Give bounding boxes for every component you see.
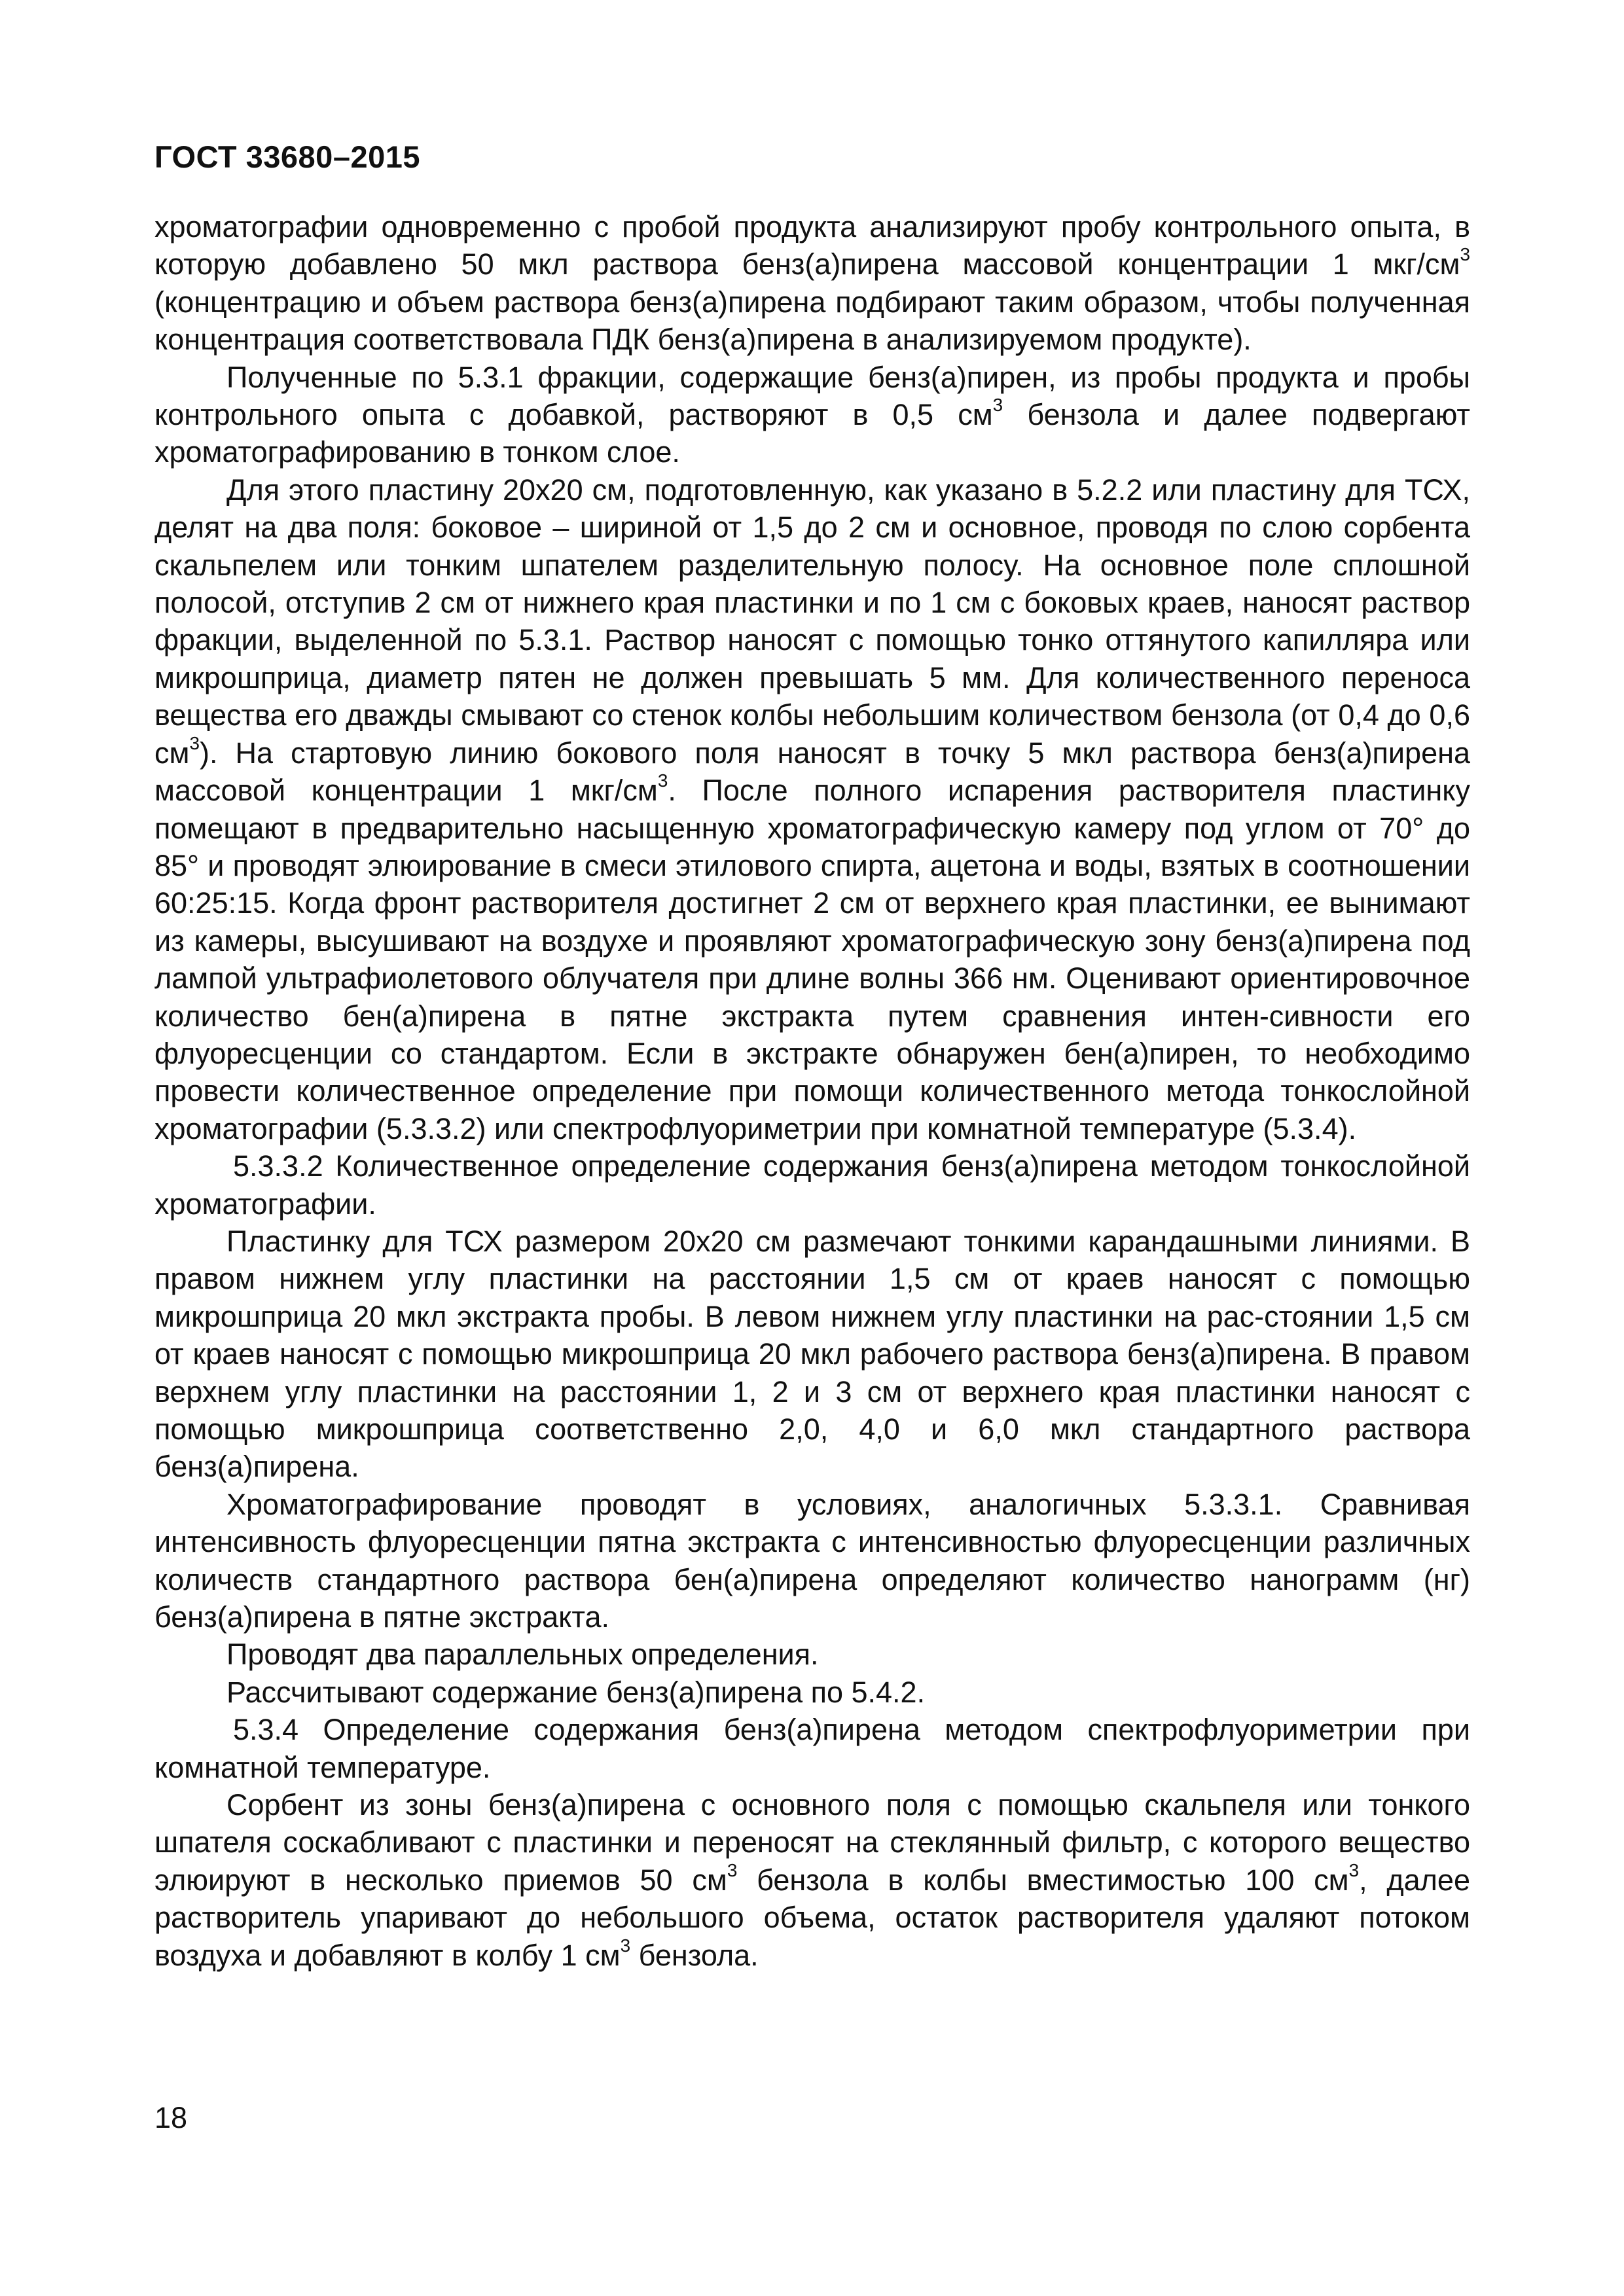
paragraph-p2 [154, 359, 1470, 471]
superscript: 3 [657, 770, 668, 791]
paragraph-p1 [154, 208, 1470, 359]
superscript: 3 [727, 1859, 738, 1880]
text-run: бензола в колбы вместимостью 100 см [737, 1863, 1349, 1897]
paragraph-p3 [154, 471, 1470, 1147]
text-run: Хроматографирование проводят в условиях, аналогичных 5.3.3.1. Сравнивая интенсивность флуоресценции пятна экстракта с интенсивностью флуоресценции различных количеств стандартного раствора бен(а)пирена определяют количество нанограмм (нг) бенз(а)пирена в пятне экстракта. [154, 1487, 1470, 1634]
paragraph-p4 [154, 1147, 1470, 1223]
text-run: Пластинку для ТСХ размером 20х20 см размечают тонкими карандашными линиями. В правом нижнем углу пластинки на расстоянии 1,5 см от краев наносят с помощью микрошприца 20 мкл экстракта пробы. В левом нижнем углу пластинки на рас-стоянии 1,5 см от краев наносят с помощью микрошприца 20 мкл рабочего раствора бенз(а)пирена. В правом верхнем углу пластинки на расстоянии 1, 2 и 3 см от верхнего края пластинки наносят с помощью микрошприца соответственно 2,0, 4,0 и 6,0 мкл стандартного раствора бенз(а)пирена. [154, 1224, 1470, 1484]
paragraph-p9 [154, 1711, 1470, 1786]
text-run: , далее растворитель упаривают до небольшого объема, остаток растворителя удаляют потоком воздуха и добавляют в колбу 1 см [154, 1863, 1470, 1972]
text-run: Полученные по 5.3.1 фракции, содержащие бенз(а)пирен, из пробы продукта и пробы контрольного опыта с добавкой, растворяют в 0,5 см [154, 360, 1470, 432]
paragraph-p10 [154, 1786, 1470, 1974]
page-number: 18 [154, 2101, 188, 2134]
text-run: 5.3.4 Определение содержания бенз(а)пирена методом спектрофлуориметрии при комнатной температуре. [154, 1713, 1470, 1784]
text-run: Сорбент из зоны бенз(а)пирена с основного поля с помощью скальпеля или тонкого шпателя соскабливают с пластинки и переносят на стеклянный фильтр, с которого вещество элюируют в несколько приемов 50 см [154, 1788, 1470, 1897]
text-run: 5.3.3.2 Количественное определение содержания бенз(а)пирена методом тонкослойной хроматографии. [154, 1149, 1470, 1221]
text-run: (концентрацию и объем раствора бенз(а)пирена подбирают таким образом, чтобы полученная концентрация соответствовала ПДК бенз(а)пирена в анализируемом продукте). [154, 285, 1470, 357]
text-run: . После полного испарения растворителя пластинку помещают в предварительно насыщенную хроматографическую камеру под углом от 70° до 85° и проводят элюирование в смеси этилового спирта, ацетона и воды, взятых в соотношении 60:25:15. Когда фронт растворителя достигнет 2 см от верхнего края пластинки, ее вынимают из камеры, высушивают на воздухе и проявляют хроматографическую зону бенз(а)пирена под лампой ультрафиолетового облучателя при длине волны 366 нм. Оценивают ориентировочное количество бен(а)пирена в пятне экстракта путем сравнения интен-сивности его флуоресценции со стандартом. Если в экстракте обнаружен бен(а)пирен, то необходимо провести количественное определение при помощи количественного метода тонкослойной хроматографии (5.3.3.2) или спектрофлуориметрии при комнатной температуре (5.3.4). [154, 774, 1470, 1145]
superscript: 3 [992, 395, 1003, 416]
text-run: хроматографии одновременно с пробой продукта анализируют пробу контрольного опыта, в которую добавлено 50 мкл раствора бенз(а)пирена массовой концентрации 1 мкг/см [154, 210, 1470, 281]
text-run: Проводят два параллельных определения. [226, 1638, 819, 1672]
text-run: Для этого пластину 20х20 см, подготовленную, как указано в 5.2.2 или пластину для ТСХ, делят на два поля: боковое – шириной от 1,5 до 2 см и основное, проводя по слою сорбента скальпелем или тонким шпателем разделительную полосу. На основное поле сплошной полосой, отступив 2 см от нижнего края пластинки и по 1 см с боковых краев, наносят раствор фракции, выделенной по 5.3.1. Раствор наносят с помощью тонко оттянутого капилляра или микрошприца, диаметр пятен не должен превышать 5 мм. Для количественного переноса вещества его дважды смывают со стенок колбы небольшим количеством бензола (от 0,4 до 0,6 см [154, 473, 1470, 770]
paragraph-p5 [154, 1223, 1470, 1486]
paragraph-p7 [154, 1636, 1470, 1673]
text-run: бензола. [630, 1938, 759, 1972]
document-body [154, 208, 1470, 1974]
paragraph-p8 [154, 1674, 1470, 1711]
text-run: бензола и далее подвергают хроматографированию в тонком слое. [154, 398, 1470, 469]
text-run: Рассчитывают содержание бенз(а)пирена по 5.4.2. [226, 1675, 926, 1709]
document-header: ГОСТ 33680–2015 [154, 139, 421, 174]
superscript: 3 [620, 1935, 631, 1956]
superscript: 3 [1460, 244, 1470, 265]
text-run: ). На стартовую линию бокового поля наносят в точку 5 мкл раствора бенз(а)пирена массовой концентрации 1 мкг/см [154, 736, 1470, 808]
superscript: 3 [1348, 1859, 1360, 1880]
superscript: 3 [189, 732, 200, 753]
paragraph-p6 [154, 1486, 1470, 1636]
